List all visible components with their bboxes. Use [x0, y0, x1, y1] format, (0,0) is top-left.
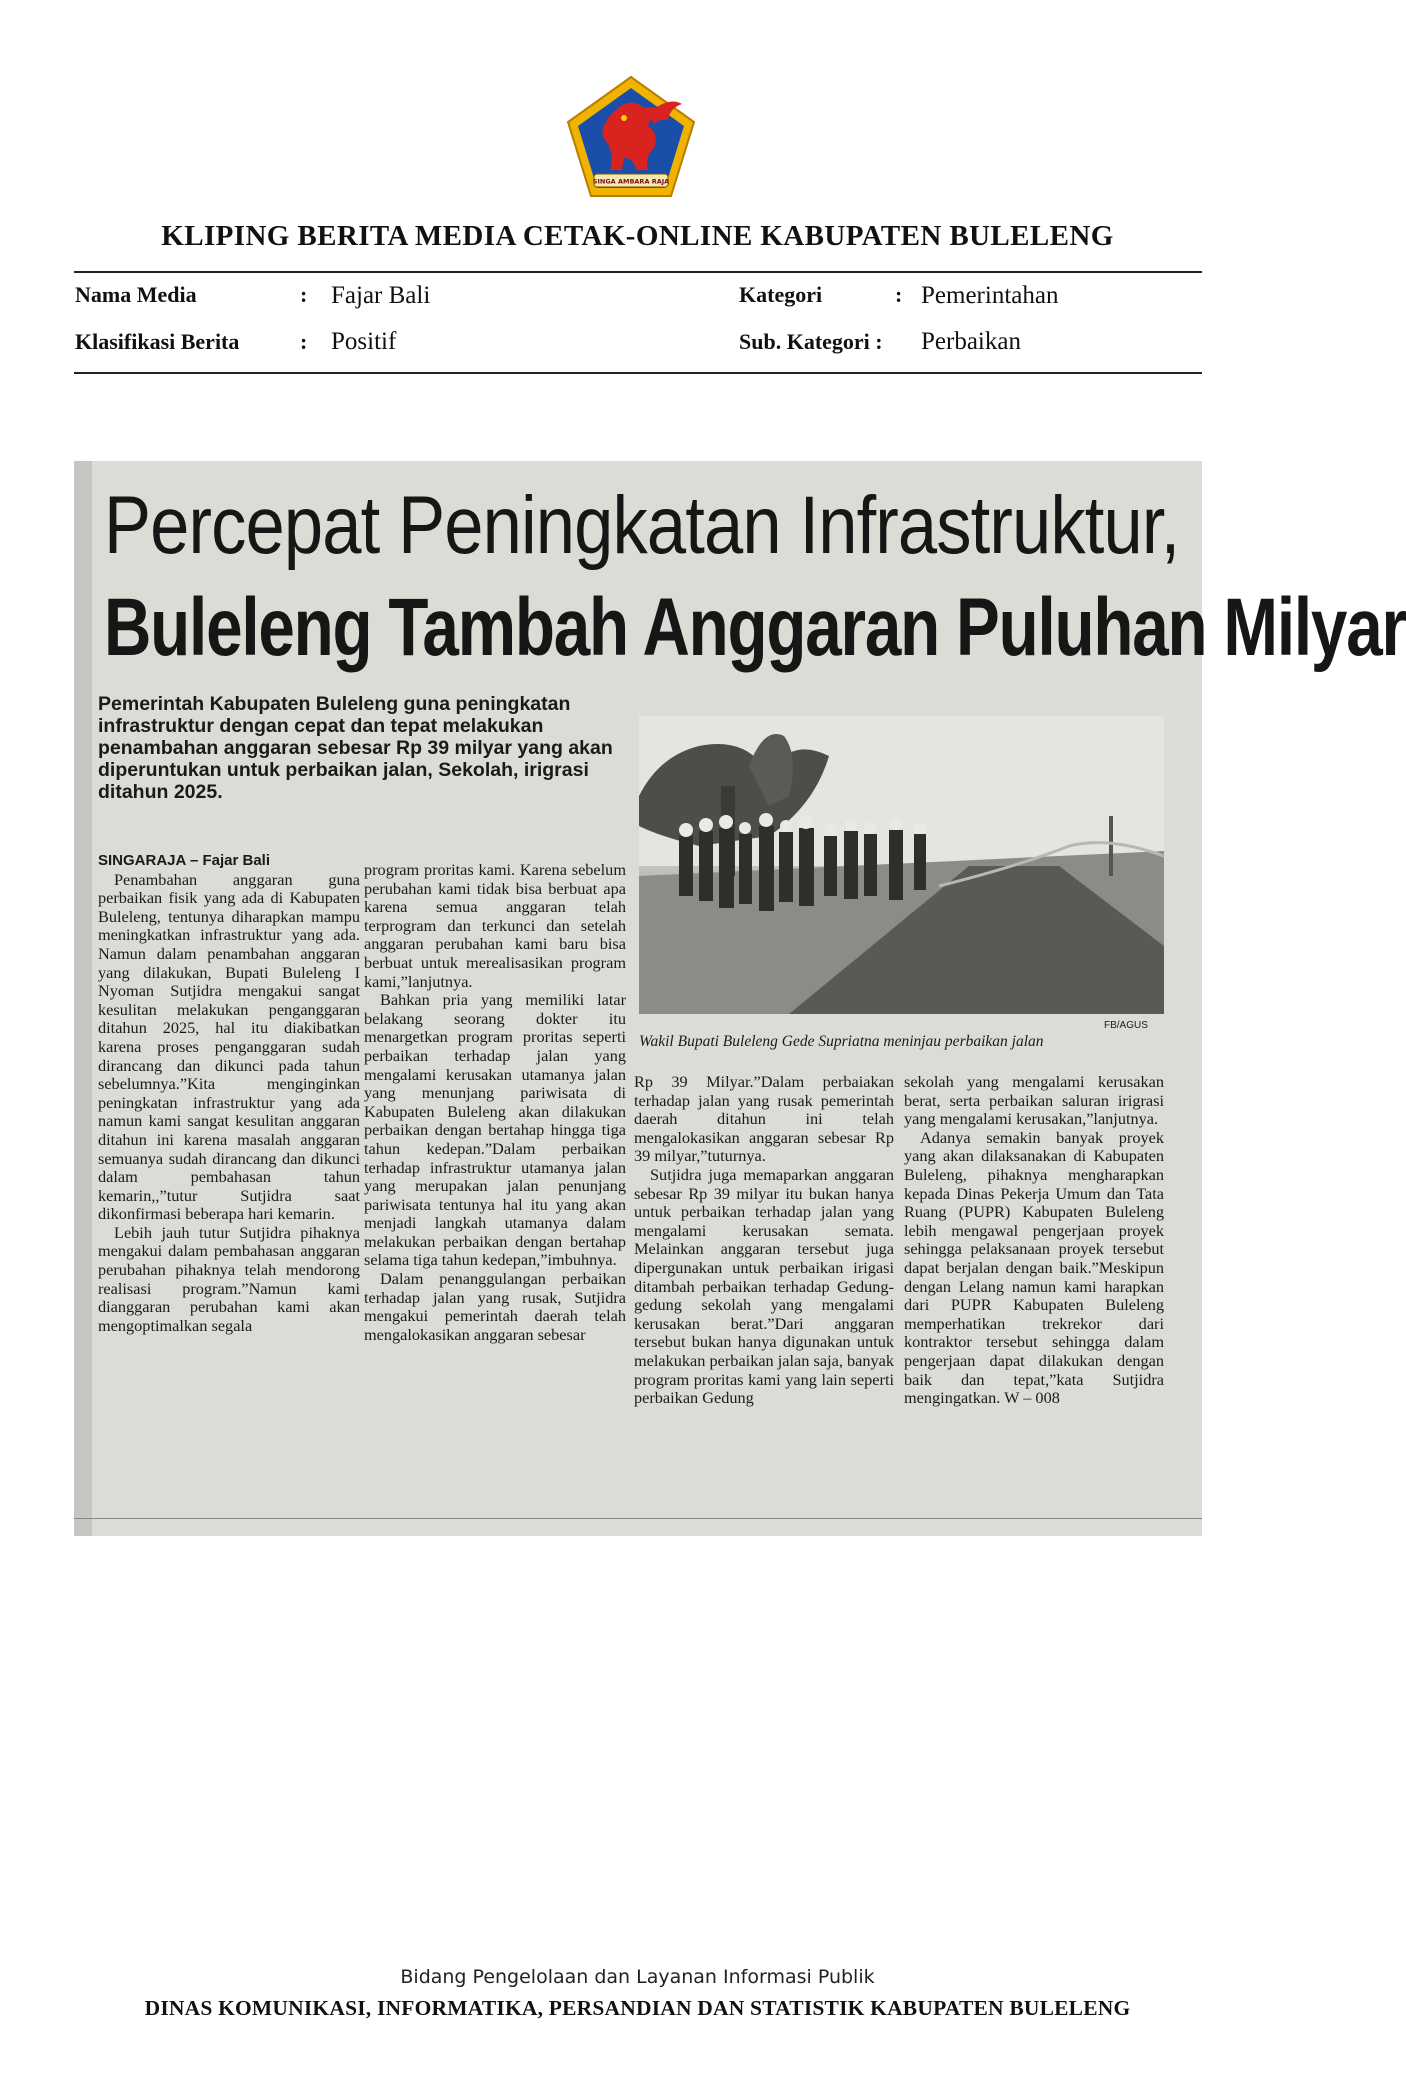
- sub-kategori-label: Sub. Kategori :: [739, 329, 883, 354]
- article-column-3: [634, 1073, 894, 1408]
- dateline: SINGARAJA – Fajar Bali: [98, 852, 270, 869]
- metadata-divider: [74, 372, 1202, 374]
- paragraph: program proritas kami. Karena sebelum perubahan kami tidak bisa berbuat apa karena semua anggaran telah terprogram dan terkunci dan setelah anggaran perubahan kami baru bisa berbuat untuk merealisasikan program kami,”lanjutnya.: [364, 860, 626, 991]
- nama-media-value: Fajar Bali: [331, 282, 431, 309]
- article-column-2: [364, 861, 626, 1344]
- news-photo: [639, 716, 1164, 1014]
- colon: :: [300, 282, 308, 307]
- nama-media-label: Nama Media: [75, 282, 197, 307]
- paragraph: Dalam penanggulangan perbaikan terhadap jalan yang rusak, Sutjidra mengakui pemerintah daerah telah mengalokasikan anggaran sebesar: [364, 1269, 626, 1344]
- paragraph: Sutjidra juga memaparkan anggaran sebesar Rp 39 milyar itu bukan hanya untuk perbaikan terhadap jalan yang mengalami kerusakan semata. Melainkan anggaran tersebut juga dipergunakan untuk perbaikan irigasi ditambah perbaikan terhadap Gedung-gedung sekolah yang mengalami kerusakan berat.”Dari anggaran tersebut bukan hanya digunakan untuk melakukan perbaikan jalan saja, banyak program proritas kami yang lain seperti perbaikan Gedung: [634, 1164, 894, 1408]
- footer-agency: DINAS KOMUNIKASI, INFORMATIKA, PERSANDIAN DAN STATISTIK KABUPATEN BULELENG: [144, 1996, 1131, 2020]
- headline-line-1: Percepat Peningkatan Infrastruktur,: [104, 480, 1180, 571]
- article-column-4: [904, 1073, 1164, 1408]
- headline-line-2: Buleleng Tambah Anggaran Puluhan Milyar: [104, 582, 1406, 673]
- kategori-value: Pemerintahan: [921, 282, 1059, 309]
- klasifikasi-label: Klasifikasi Berita: [75, 329, 240, 354]
- header-divider: [74, 271, 1202, 273]
- paragraph: Rp 39 Milyar.”Dalam perbaiakan terhadap jalan yang rusak pemerintah daerah ditahun ini telah mengalokasikan anggaran sebesar Rp 39 milyar,”tuturnya.: [634, 1072, 894, 1166]
- article-column-1: [98, 852, 360, 1335]
- footer-division: Bidang Pengelolaan dan Layanan Informasi Publik: [400, 1966, 875, 1988]
- clipping-edge-shadow: [74, 461, 92, 1536]
- newspaper-clipping: [74, 461, 1406, 1536]
- photo-credit: FB/AGUS: [1104, 1020, 1148, 1031]
- paragraph: Penambahan anggaran guna perbaikan fisik yang ada di Kabupaten Buleleng, tentunya diharapkan mampu meningkatkan infrastruktur yang ada. Namun dalam penambahan anggaran yang dilakukan, Bupati Buleleng I Nyoman Sutjidra mengakui sangat kesulitan melakukan penganggaran ditahun 2025, hal itu diakibatkan karena proses penganggaran sudah dirancang dan dikunci pada tahun sebelumnya.”Kita menginginkan peningkatan infrastruktur yang ada namun kami sangat kesulitan anggaran ditahun ini karena masalah anggaran semuanya sudah dirancang dan dikunci dalam pembahasan tahun kemarin,,”tutur Sutjidra saat dikonfirmasi beberapa hari kemarin.: [98, 869, 360, 1224]
- svg-text:SINGA AMBARA RAJA: SINGA AMBARA RAJA: [592, 177, 670, 186]
- document-title: KLIPING BERITA MEDIA CETAK-ONLINE KABUPATEN BULELENG: [161, 220, 1114, 252]
- colon: :: [300, 329, 308, 354]
- clipping-bottom-rule: [74, 1518, 1202, 1519]
- paragraph: Lebih jauh tutur Sutjidra pihaknya mengakui dalam pembahasan anggaran perubahan pihaknya telah mendorong realisasi program.”Namun kami dianggaran perubahan kami akan mengoptimalkan segala: [98, 1222, 360, 1335]
- klasifikasi-value: Positif: [331, 328, 397, 355]
- colon: :: [895, 282, 903, 307]
- paragraph: Bahkan pria yang memiliki latar belakang seorang dokter itu menargetkan program proritas seperti perbaikan terhadap jalan yang mengalami kerusakan utamanya jalan yang menunjang pariwisata di Kabupaten Buleleng akan dilakukan perbaikan dengan bertahap hingga tiga tahun kedepan.”Dalam perbaikan terhadap infrastruktur utamanya jalan yang merupakan jalan penunjang pariwisata tentunya hal itu yang akan menjadi langkah utamanya dalam melakukan perbaikan dengan bertahap selama tiga tahun kedepan,”imbuhnya.: [364, 990, 626, 1270]
- kategori-label: Kategori: [739, 282, 823, 307]
- sub-kategori-value: Perbaikan: [921, 328, 1021, 355]
- article-lead: Pemerintah Kabupaten Buleleng guna peningkatan infrastruktur dengan cepat dan tepat melakukan penambahan anggaran sebesar Rp 39 milyar yang akan diperuntukan untuk perbaikan jalan, Sekolah, irigrasi ditahun 2025.: [98, 693, 613, 803]
- photo-caption: Wakil Bupati Buleleng Gede Supriatna meninjau perbaikan jalan: [639, 1033, 1044, 1050]
- buleleng-logo: [564, 74, 698, 200]
- paragraph: Adanya semakin banyak proyek yang akan dilaksanakan di Kabupaten Buleleng, pihaknya mengharapkan kepada Dinas Pekerja Umum dan Tata Ruang (PUPR) Kabupaten Buleleng lebih mengawal pengerjaan proyek sehingga pelaksanaan proyek tersebut dapat berjalan dengan baik.”Meskipun dengan Lelang namun kami harapkan dari PUPR Kabupaten Buleleng memperhatikan trekrekor dari kontraktor tersebut sehingga dalam pengerjaan dapat dilakukan dengan baik dan tepat,”kata Sutjidra mengingatkan. W – 008: [904, 1127, 1164, 1408]
- paragraph: sekolah yang mengalami kerusakan berat, serta perbaikan saluran irigrasi yang mengalami kerusakan,”lanjutnya.: [904, 1072, 1164, 1129]
